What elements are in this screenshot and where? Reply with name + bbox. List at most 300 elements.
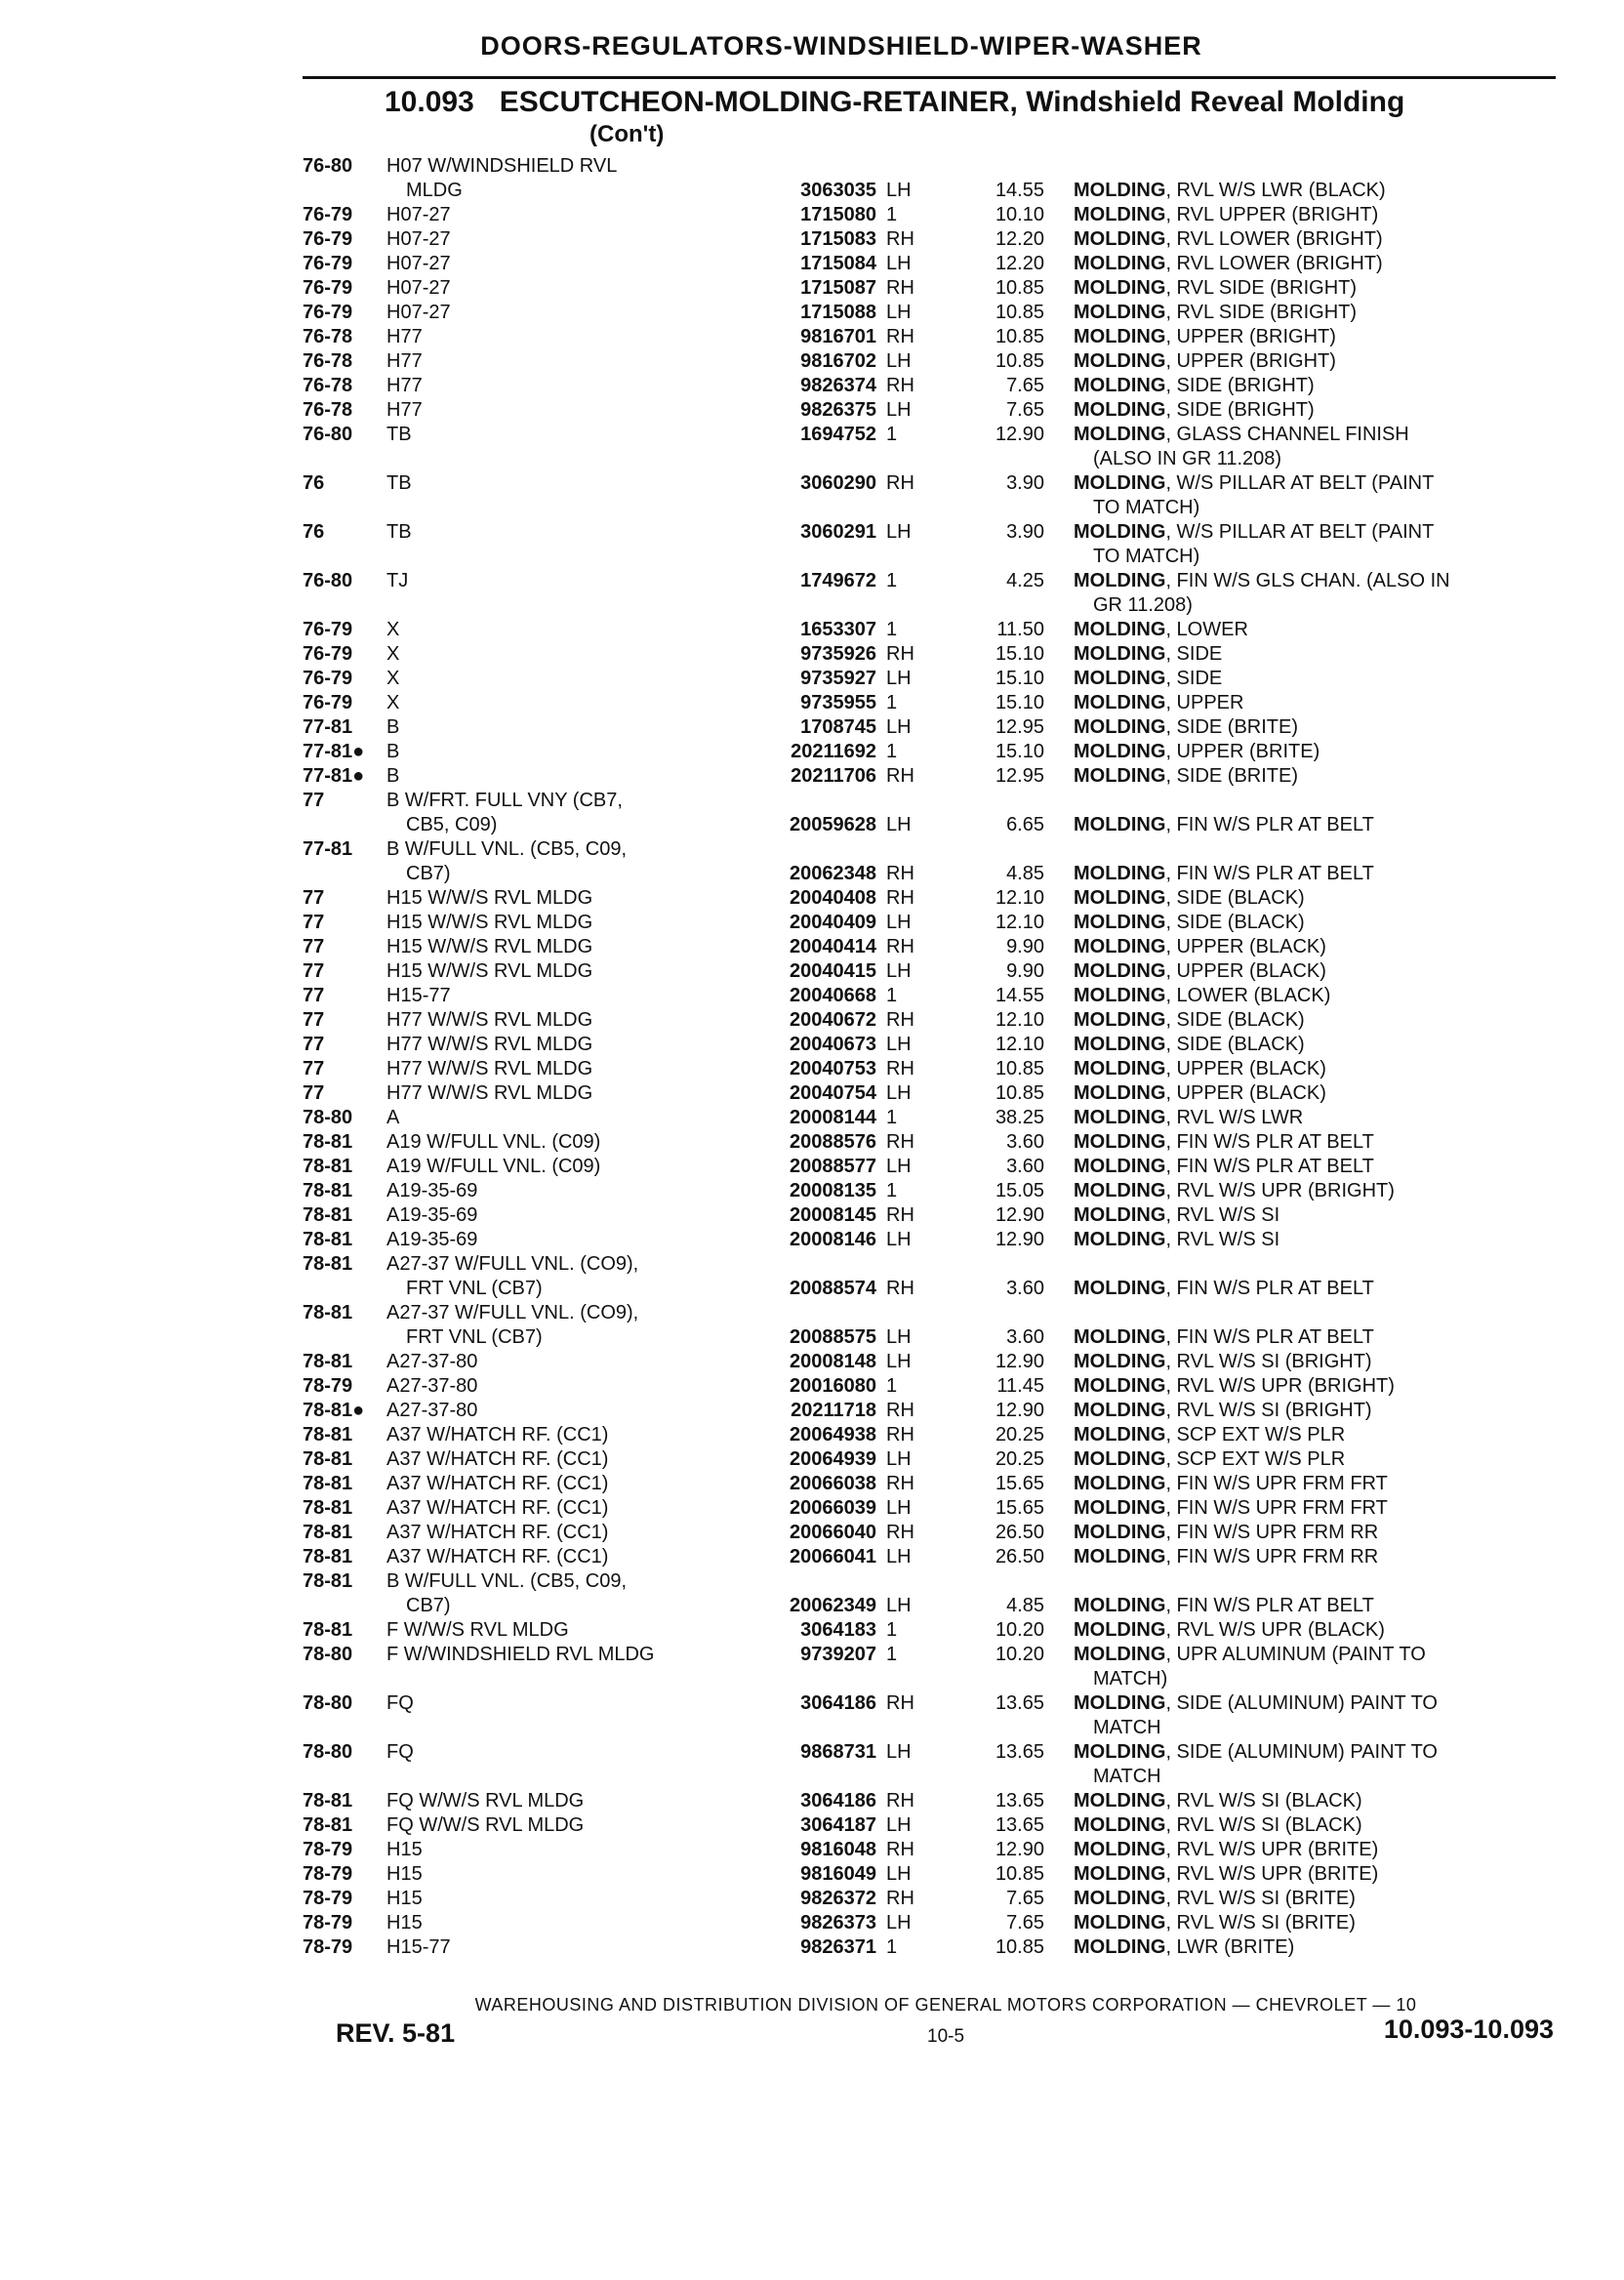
part-side: RH [886, 643, 914, 665]
part-description [1074, 252, 1581, 276]
model-code: B [386, 741, 400, 762]
description-keyword: MOLDING [1074, 424, 1166, 445]
description-keyword: MOLDING [1074, 570, 1166, 591]
part-number: 20211718 [791, 1400, 876, 1421]
part-price: 10.85 [995, 277, 1044, 299]
part-number: 1653307 [800, 619, 876, 640]
part-number: 3064186 [800, 1790, 876, 1812]
part-number: 9826375 [800, 399, 876, 421]
part-number: 20040409 [790, 912, 876, 933]
part-description [1074, 1081, 1581, 1106]
part-description [1074, 1911, 1581, 1935]
part-price: 15.10 [995, 643, 1044, 665]
part-description [1074, 1008, 1581, 1033]
part-description [1074, 1472, 1581, 1496]
part-number: 3060290 [800, 472, 876, 494]
model-code: A27-37-80 [386, 1400, 478, 1421]
parts-row [303, 1740, 1571, 1789]
description-detail: , FIN W/S PLR AT BELT [1165, 1156, 1374, 1177]
model-year: 77 [303, 1082, 325, 1104]
description-detail: , RVL W/S UPR (BRITE) [1165, 1839, 1379, 1860]
parts-row [303, 764, 1571, 789]
part-side: RH [886, 1424, 914, 1445]
parts-row [303, 1789, 1571, 1813]
model-code-continued: MLDG [406, 180, 463, 201]
model-code: H77 W/W/S RVL MLDG [386, 1009, 593, 1031]
model-code: A37 W/HATCH RF. (CC1) [386, 1473, 609, 1494]
part-side: LH [886, 1229, 912, 1250]
parts-row [303, 691, 1571, 715]
description-keyword: MOLDING [1074, 1400, 1166, 1421]
description-detail: , RVL UPPER (BRIGHT) [1165, 204, 1379, 225]
part-side: LH [886, 350, 912, 372]
description-detail: , RVL SIDE (BRIGHT) [1165, 277, 1358, 299]
model-year: 78-81 [303, 1180, 353, 1201]
part-price: 10.10 [995, 204, 1044, 225]
description-detail: , UPPER (BRIGHT) [1165, 350, 1336, 372]
part-side: LH [886, 1034, 912, 1055]
part-description-continued: MATCH [1093, 1766, 1161, 1787]
part-side: RH [886, 1400, 914, 1421]
part-description [1074, 764, 1581, 789]
parts-row [303, 1496, 1571, 1521]
part-price: 13.65 [995, 1814, 1044, 1836]
description-detail: , UPPER (BLACK) [1165, 936, 1326, 957]
description-detail: , RVL W/S LWR [1165, 1107, 1304, 1128]
model-code: FQ W/W/S RVL MLDG [386, 1814, 585, 1836]
part-number: 9735955 [800, 692, 876, 713]
description-keyword: MOLDING [1074, 1863, 1166, 1885]
part-price: 7.65 [1006, 1888, 1044, 1909]
part-number: 20040408 [790, 887, 876, 909]
description-keyword: MOLDING [1074, 1839, 1166, 1860]
description-detail: , LWR (BRITE) [1165, 1936, 1295, 1958]
part-side: 1 [886, 1619, 898, 1641]
parts-row [303, 984, 1571, 1008]
parts-row [303, 1228, 1571, 1252]
part-price: 10.85 [995, 302, 1044, 323]
model-year: 78-81 [303, 1522, 353, 1543]
description-detail: , RVL W/S SI (BRITE) [1165, 1888, 1356, 1909]
description-keyword: MOLDING [1074, 1936, 1166, 1958]
parts-row [303, 1081, 1571, 1106]
model-year: 76-78 [303, 399, 353, 421]
description-detail: , RVL W/S UPR (BRIGHT) [1165, 1180, 1395, 1201]
model-code: H15 [386, 1863, 423, 1885]
description-detail: , RVL W/S LWR (BLACK) [1165, 180, 1386, 201]
model-year: 76-80 [303, 570, 353, 591]
description-keyword: MOLDING [1074, 1522, 1166, 1543]
model-year: 77 [303, 912, 325, 933]
part-price: 12.90 [995, 1351, 1044, 1372]
part-price: 10.85 [995, 326, 1044, 347]
parts-row [303, 1838, 1571, 1862]
model-year: 76 [303, 521, 325, 543]
description-detail: , RVL W/S UPR (BRITE) [1165, 1863, 1379, 1885]
part-description-continued: TO MATCH) [1093, 546, 1200, 567]
model-code: H77 W/W/S RVL MLDG [386, 1058, 593, 1079]
description-detail: , UPR ALUMINUM (PAINT TO [1165, 1644, 1426, 1665]
description-keyword: MOLDING [1074, 619, 1166, 640]
description-detail: , RVL W/S SI (BRIGHT) [1165, 1400, 1372, 1421]
part-description [1074, 1155, 1581, 1179]
model-year: 77-81● [303, 765, 365, 787]
description-keyword: MOLDING [1074, 668, 1166, 689]
description-keyword: MOLDING [1074, 1473, 1166, 1494]
model-year: 78-80 [303, 1644, 353, 1665]
part-side: 1 [886, 741, 898, 762]
part-side: 1 [886, 204, 898, 225]
part-number: 20016080 [790, 1375, 876, 1397]
part-side: LH [886, 302, 912, 323]
part-number: 20211706 [791, 765, 876, 787]
description-keyword: MOLDING [1074, 1424, 1166, 1445]
part-number: 20066040 [790, 1522, 876, 1543]
part-price: 11.50 [996, 619, 1044, 640]
part-number: 20066039 [790, 1497, 876, 1519]
part-number: 20040673 [790, 1034, 876, 1055]
description-keyword: MOLDING [1074, 1058, 1166, 1079]
model-code-continued: FRT VNL (CB7) [406, 1326, 543, 1348]
footer-line: WAREHOUSING AND DISTRIBUTION DIVISION OF GENERAL MOTORS CORPORATION — CHEVROLET — 10 [474, 1995, 1417, 2015]
part-description [1074, 227, 1581, 252]
model-year: 76-79 [303, 277, 353, 299]
model-year: 76-78 [303, 326, 353, 347]
part-price: 10.85 [995, 1058, 1044, 1079]
parts-row [303, 471, 1571, 520]
description-keyword: MOLDING [1074, 1741, 1166, 1763]
part-price: 3.60 [1006, 1156, 1044, 1177]
part-description [1074, 423, 1581, 447]
part-description [1074, 813, 1581, 837]
model-code: A19 W/FULL VNL. (C09) [386, 1131, 601, 1153]
part-side: RH [886, 472, 914, 494]
part-number: 3064187 [800, 1814, 876, 1836]
part-price: 12.95 [995, 716, 1044, 738]
description-keyword: MOLDING [1074, 1790, 1166, 1812]
part-price: 9.90 [1006, 960, 1044, 982]
model-code: H15 [386, 1839, 423, 1860]
parts-row [303, 911, 1571, 935]
description-keyword: MOLDING [1074, 1619, 1166, 1641]
description-detail: , SIDE (BRITE) [1165, 765, 1299, 787]
parts-row [303, 276, 1571, 301]
model-year: 78-81 [303, 1131, 353, 1153]
description-detail: , SIDE [1165, 643, 1223, 665]
part-description [1074, 1423, 1581, 1447]
parts-row [303, 1033, 1571, 1057]
part-price: 4.25 [1006, 570, 1044, 591]
part-side: 1 [886, 619, 898, 640]
part-number: 20088577 [790, 1156, 876, 1177]
part-side: LH [886, 1741, 912, 1763]
part-price: 3.60 [1006, 1278, 1044, 1299]
part-side: LH [886, 1912, 912, 1934]
parts-row [303, 374, 1571, 398]
description-keyword: MOLDING [1074, 1278, 1166, 1299]
part-number: 20040668 [790, 985, 876, 1006]
part-price: 10.20 [995, 1644, 1044, 1665]
model-code: FQ [386, 1741, 414, 1763]
part-price: 13.65 [995, 1692, 1044, 1714]
part-description-continued: (ALSO IN GR 11.208) [1093, 448, 1282, 469]
parts-row [303, 1569, 1571, 1618]
description-keyword: MOLDING [1074, 692, 1166, 713]
parts-row [303, 1057, 1571, 1081]
part-number: 9816701 [800, 326, 876, 347]
part-number: 20088575 [790, 1326, 876, 1348]
part-side: LH [886, 1351, 912, 1372]
part-number: 1715087 [800, 277, 876, 299]
part-description [1074, 1447, 1581, 1472]
parts-row [303, 1155, 1571, 1179]
model-code: A19 W/FULL VNL. (C09) [386, 1156, 601, 1177]
description-detail: , RVL W/S SI [1165, 1229, 1280, 1250]
part-side: LH [886, 1448, 912, 1470]
model-code: A19-35-69 [386, 1180, 478, 1201]
parts-row [303, 1545, 1571, 1569]
part-description [1074, 569, 1581, 593]
model-year: 76-80 [303, 424, 353, 445]
description-detail: , RVL W/S SI (BRITE) [1165, 1912, 1356, 1934]
model-year: 78-79 [303, 1863, 353, 1885]
part-side: RH [886, 863, 914, 884]
section-name: ESCUTCHEON-MOLDING-RETAINER, Windshield Reveal Molding [499, 86, 1405, 118]
model-code: A19-35-69 [386, 1229, 478, 1250]
part-description [1074, 1325, 1581, 1350]
parts-row [303, 715, 1571, 740]
model-code: X [386, 692, 400, 713]
part-number: 9816049 [800, 1863, 876, 1885]
description-detail: , UPPER (BLACK) [1165, 1082, 1326, 1104]
part-number: 9816702 [800, 350, 876, 372]
description-detail: , FIN W/S UPR FRM FRT [1165, 1473, 1388, 1494]
model-year: 78-80 [303, 1107, 353, 1128]
part-description-continued: TO MATCH) [1093, 497, 1200, 518]
part-description [1074, 1521, 1581, 1545]
part-side: LH [886, 253, 912, 274]
model-year: 77 [303, 1058, 325, 1079]
part-side: 1 [886, 1180, 898, 1201]
description-detail: , UPPER (BLACK) [1165, 960, 1326, 982]
model-code: B W/FULL VNL. (CB5, C09, [386, 838, 627, 860]
parts-row [303, 789, 1571, 837]
description-keyword: MOLDING [1074, 887, 1166, 909]
part-description [1074, 1350, 1581, 1374]
part-number: 20062349 [790, 1595, 876, 1616]
section-number: 10.093 [385, 86, 474, 118]
parts-row [303, 325, 1571, 349]
part-description [1074, 1203, 1581, 1228]
model-code: B [386, 716, 400, 738]
model-year: 76-79 [303, 302, 353, 323]
part-price: 12.10 [995, 887, 1044, 909]
model-code: B [386, 765, 400, 787]
description-keyword: MOLDING [1074, 1107, 1166, 1128]
part-number: 20008145 [790, 1204, 876, 1226]
model-code: H07-27 [386, 253, 451, 274]
part-price: 12.20 [995, 253, 1044, 274]
model-code: B W/FULL VNL. (CB5, C09, [386, 1570, 627, 1592]
description-detail: , FIN W/S UPR FRM RR [1165, 1546, 1379, 1568]
part-description [1074, 1813, 1581, 1838]
model-year: 76-78 [303, 350, 353, 372]
model-year: 76-78 [303, 375, 353, 396]
part-description [1074, 301, 1581, 325]
part-price: 38.25 [995, 1107, 1044, 1128]
part-description [1074, 1789, 1581, 1813]
part-side: RH [886, 936, 914, 957]
part-number: 20064939 [790, 1448, 876, 1470]
model-code: H15 W/W/S RVL MLDG [386, 960, 593, 982]
model-year: 78-81 [303, 1253, 353, 1275]
part-side: LH [886, 1082, 912, 1104]
parts-row [303, 1008, 1571, 1033]
model-year: 76-79 [303, 204, 353, 225]
description-detail: , RVL W/S SI (BLACK) [1165, 1814, 1362, 1836]
part-description [1074, 203, 1581, 227]
part-description [1074, 1862, 1581, 1887]
part-description [1074, 1740, 1581, 1765]
model-year: 78-81 [303, 1302, 353, 1323]
parts-row [303, 642, 1571, 667]
part-description [1074, 1399, 1581, 1423]
part-description [1074, 667, 1581, 691]
model-code: H77 [386, 350, 423, 372]
part-side: RH [886, 228, 914, 250]
part-number: 20040414 [790, 936, 876, 957]
part-description [1074, 691, 1581, 715]
part-side: RH [886, 765, 914, 787]
model-year: 77 [303, 1034, 325, 1055]
description-detail: , SIDE (BLACK) [1165, 1034, 1305, 1055]
part-side: LH [886, 814, 912, 835]
description-keyword: MOLDING [1074, 1082, 1166, 1104]
description-detail: , UPPER [1165, 692, 1244, 713]
part-number: 20040415 [790, 960, 876, 982]
part-description [1074, 1374, 1581, 1399]
model-code: F W/W/S RVL MLDG [386, 1619, 569, 1641]
model-year: 78-81 [303, 1229, 353, 1250]
part-description [1074, 398, 1581, 423]
part-price: 11.45 [996, 1375, 1044, 1397]
model-code: F W/WINDSHIELD RVL MLDG [386, 1644, 655, 1665]
model-year: 77-81 [303, 716, 353, 738]
part-price: 3.60 [1006, 1131, 1044, 1153]
part-price: 20.25 [995, 1448, 1044, 1470]
description-detail: , W/S PILLAR AT BELT (PAINT [1165, 521, 1435, 543]
part-side: RH [886, 1131, 914, 1153]
part-side: RH [886, 1839, 914, 1860]
part-description [1074, 642, 1581, 667]
part-side: LH [886, 960, 912, 982]
parts-row [303, 1521, 1571, 1545]
part-number: 20062348 [790, 863, 876, 884]
part-price: 10.85 [995, 350, 1044, 372]
part-description [1074, 984, 1581, 1008]
part-price: 10.85 [995, 1863, 1044, 1885]
part-number: 1749672 [800, 570, 876, 591]
model-code-continued: FRT VNL (CB7) [406, 1278, 543, 1299]
description-detail: , SIDE (BLACK) [1165, 912, 1305, 933]
parts-row [303, 1203, 1571, 1228]
part-price: 15.65 [995, 1473, 1044, 1494]
part-price: 12.90 [995, 1229, 1044, 1250]
description-keyword: MOLDING [1074, 1692, 1166, 1714]
model-year: 76-79 [303, 619, 353, 640]
description-detail: , UPPER (BRIGHT) [1165, 326, 1336, 347]
parts-row [303, 1643, 1571, 1691]
parts-row [303, 520, 1571, 569]
model-code: H07-27 [386, 302, 451, 323]
part-number: 1715084 [800, 253, 876, 274]
part-side: 1 [886, 1375, 898, 1397]
description-keyword: MOLDING [1074, 863, 1166, 884]
part-side: LH [886, 1814, 912, 1836]
part-number: 3064186 [800, 1692, 876, 1714]
description-keyword: MOLDING [1074, 1326, 1166, 1348]
part-number: 20088576 [790, 1131, 876, 1153]
model-code: X [386, 643, 400, 665]
part-description [1074, 1618, 1581, 1643]
model-year: 78-80 [303, 1741, 353, 1763]
model-year: 76-79 [303, 228, 353, 250]
model-code: A19-35-69 [386, 1204, 478, 1226]
part-side: LH [886, 521, 912, 543]
model-code: H15-77 [386, 1936, 451, 1958]
parts-row [303, 1130, 1571, 1155]
model-code: H77 [386, 326, 423, 347]
part-price: 14.55 [995, 985, 1044, 1006]
model-code: H07-27 [386, 277, 451, 299]
model-code: X [386, 619, 400, 640]
part-number: 20040754 [790, 1082, 876, 1104]
model-code: FQ W/W/S RVL MLDG [386, 1790, 585, 1812]
model-code: TB [386, 424, 412, 445]
model-code: H07-27 [386, 204, 451, 225]
model-year: 77-81 [303, 838, 353, 860]
description-keyword: MOLDING [1074, 1375, 1166, 1397]
part-description-continued: GR 11.208) [1093, 594, 1193, 616]
part-number: 9735927 [800, 668, 876, 689]
description-detail: , FIN W/S UPR FRM RR [1165, 1522, 1379, 1543]
parts-row [303, 203, 1571, 227]
description-keyword: MOLDING [1074, 1546, 1166, 1568]
parts-row [303, 1252, 1571, 1301]
part-price: 26.50 [995, 1546, 1044, 1568]
part-price: 3.90 [1006, 472, 1044, 494]
parts-row [303, 618, 1571, 642]
parts-row [303, 1399, 1571, 1423]
part-description [1074, 862, 1581, 886]
part-side: LH [886, 1546, 912, 1568]
parts-row [303, 1179, 1571, 1203]
description-detail: , W/S PILLAR AT BELT (PAINT [1165, 472, 1435, 494]
part-price: 13.65 [995, 1741, 1044, 1763]
part-number: 20059628 [790, 814, 876, 835]
description-detail: , RVL LOWER (BRIGHT) [1165, 253, 1383, 274]
parts-row [303, 1301, 1571, 1350]
description-detail: , GLASS CHANNEL FINISH [1165, 424, 1409, 445]
part-number: 20064938 [790, 1424, 876, 1445]
description-detail: , SCP EXT W/S PLR [1165, 1424, 1346, 1445]
part-side: LH [886, 1863, 912, 1885]
part-description [1074, 1106, 1581, 1130]
model-code: H77 W/W/S RVL MLDG [386, 1034, 593, 1055]
description-keyword: MOLDING [1074, 1814, 1166, 1836]
description-detail: , SIDE (BRIGHT) [1165, 399, 1315, 421]
description-detail: , LOWER (BLACK) [1165, 985, 1331, 1006]
